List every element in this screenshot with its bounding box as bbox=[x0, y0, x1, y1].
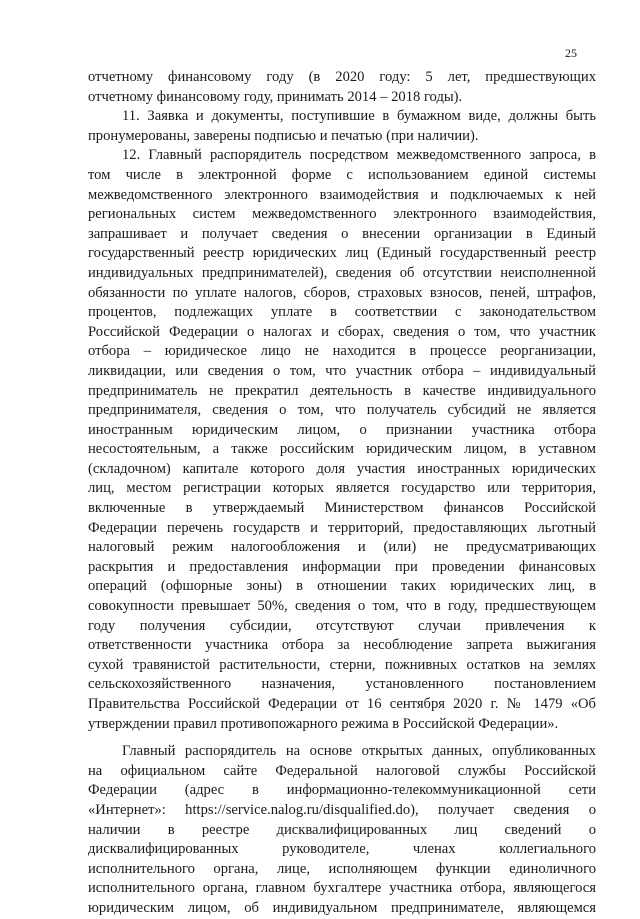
text-line: том числе в электронной форме с использованием единой системы bbox=[88, 166, 596, 183]
text-line: запрашивает и получает сведения о внесении организации в Единый bbox=[88, 225, 596, 242]
page-number: 25 bbox=[565, 46, 577, 60]
text-line: пронумерованы, заверены подписью и печатью (при наличии). bbox=[88, 127, 479, 144]
text-line: утверждении правил противопожарного режима в Российской Федерации». bbox=[88, 715, 559, 732]
text-line: иностранным юридическим лицом, о признании участника отбора bbox=[88, 421, 596, 438]
text-line: ликвидации, или сведения о том, что участник отбора – индивидуальный bbox=[88, 362, 596, 379]
text-line: Главный распорядитель на основе открытых данных, опубликованных bbox=[122, 743, 596, 760]
text-line: лиц, местом регистрации которых является государство или территория, bbox=[88, 480, 596, 497]
text-line: юридическим лицом, об индивидуальном предпринимателе, являющемся bbox=[88, 899, 596, 916]
text-line: региональных систем межведомственного электронного взаимодействия, bbox=[88, 206, 596, 223]
text-line: несостоятельным, а также российским юридическим лицом, в уставном bbox=[88, 441, 596, 458]
text-line: Федерации (адрес в информационно-телекоммуникационной сети bbox=[88, 782, 596, 799]
text-line: (складочном) капитале которого доля участия иностранных юридических bbox=[88, 460, 596, 477]
text-line: отчетному финансовому году, принимать 2014 – 2018 годы). bbox=[88, 88, 463, 105]
text-line: году получения субсидии, отсутствуют случаи привлечения к bbox=[88, 617, 596, 634]
paragraph-tax-service-data bbox=[88, 742, 596, 918]
text-line: налоговый режим налогообложения и (или) не предусматривающих bbox=[88, 539, 596, 556]
paragraph-continuation bbox=[88, 68, 596, 107]
text-line: сельскохозяйственного назначения, установленного постановлением bbox=[88, 676, 596, 693]
text-line: Федерации перечень государств и территорий, предоставляющих льготный bbox=[88, 519, 596, 536]
text-line: отчетному финансовому году (в 2020 году: 5 лет, предшествующих bbox=[88, 69, 596, 85]
text-line: процентов, подлежащих уплате в соответствии с законодательством bbox=[88, 304, 596, 321]
text-line: раскрытия и предоставления информации при проведении финансовых bbox=[88, 558, 596, 575]
text-line: исполнительного органа, лице, исполняющем функции единоличного bbox=[88, 860, 596, 877]
text-line: обязанности по уплате налогов, сборов, страховых взносов, пеней, штрафов, bbox=[88, 284, 596, 301]
text-line: 11. Заявка и документы, поступившие в бумажном виде, должны быть bbox=[122, 108, 596, 125]
text-line: индивидуальных предпринимателей), сведения об отсутствии неисполненной bbox=[88, 264, 596, 281]
text-line: государственный реестр юридических лиц (Единый государственный реестр bbox=[88, 245, 596, 262]
paragraph-item-11 bbox=[88, 107, 596, 146]
text-line: сухой травянистой растительности, стерни, пожнивных остатков на землях bbox=[88, 656, 596, 673]
text-line: ответственности участника отбора за несоблюдение запрета выжигания bbox=[88, 637, 596, 654]
text-line: «Интернет»: https://service.nalog.ru/disqualified.do), получает сведения о bbox=[88, 801, 596, 818]
text-line: операций (офшорные зоны) в отношении таких юридических лиц, в bbox=[88, 578, 596, 595]
document-body bbox=[88, 68, 596, 919]
text-line: наличии в реестре дисквалифицированных лиц сведений о bbox=[88, 821, 596, 838]
text-line: на официальном сайте Федеральной налоговой службы Российской bbox=[88, 762, 596, 779]
text-line: 12. Главный распорядитель посредством межведомственного запроса, в bbox=[122, 147, 596, 164]
text-line: совокупности превышает 50%, сведения о том, что в году, предшествующем bbox=[88, 598, 596, 615]
text-line: предпринимателя, сведения о том, что получатель субсидий не является bbox=[88, 402, 596, 419]
text-line: отбора – юридическое лицо не находится в процессе реорганизации, bbox=[88, 343, 596, 360]
text-line: предприниматель не прекратил деятельность в качестве индивидуального bbox=[88, 382, 596, 399]
paragraph-item-12 bbox=[88, 146, 596, 734]
text-line: Правительства Российской Федерации от 16 сентября 2020 г. № 1479 «Об bbox=[88, 696, 596, 712]
text-line: включенные в утверждаемый Министерством финансов Российской bbox=[88, 500, 596, 517]
text-line: Российской Федерации о налогах и сборах, сведения о том, что участник bbox=[88, 323, 596, 340]
text-line: дисквалифицированных руководителе, членах коллегиального bbox=[88, 841, 596, 858]
text-line: исполнительного органа, главном бухгалтере участника отбора, являющегося bbox=[88, 880, 596, 897]
text-line: межведомственного электронного взаимодействия и подключаемых к ней bbox=[88, 186, 596, 203]
